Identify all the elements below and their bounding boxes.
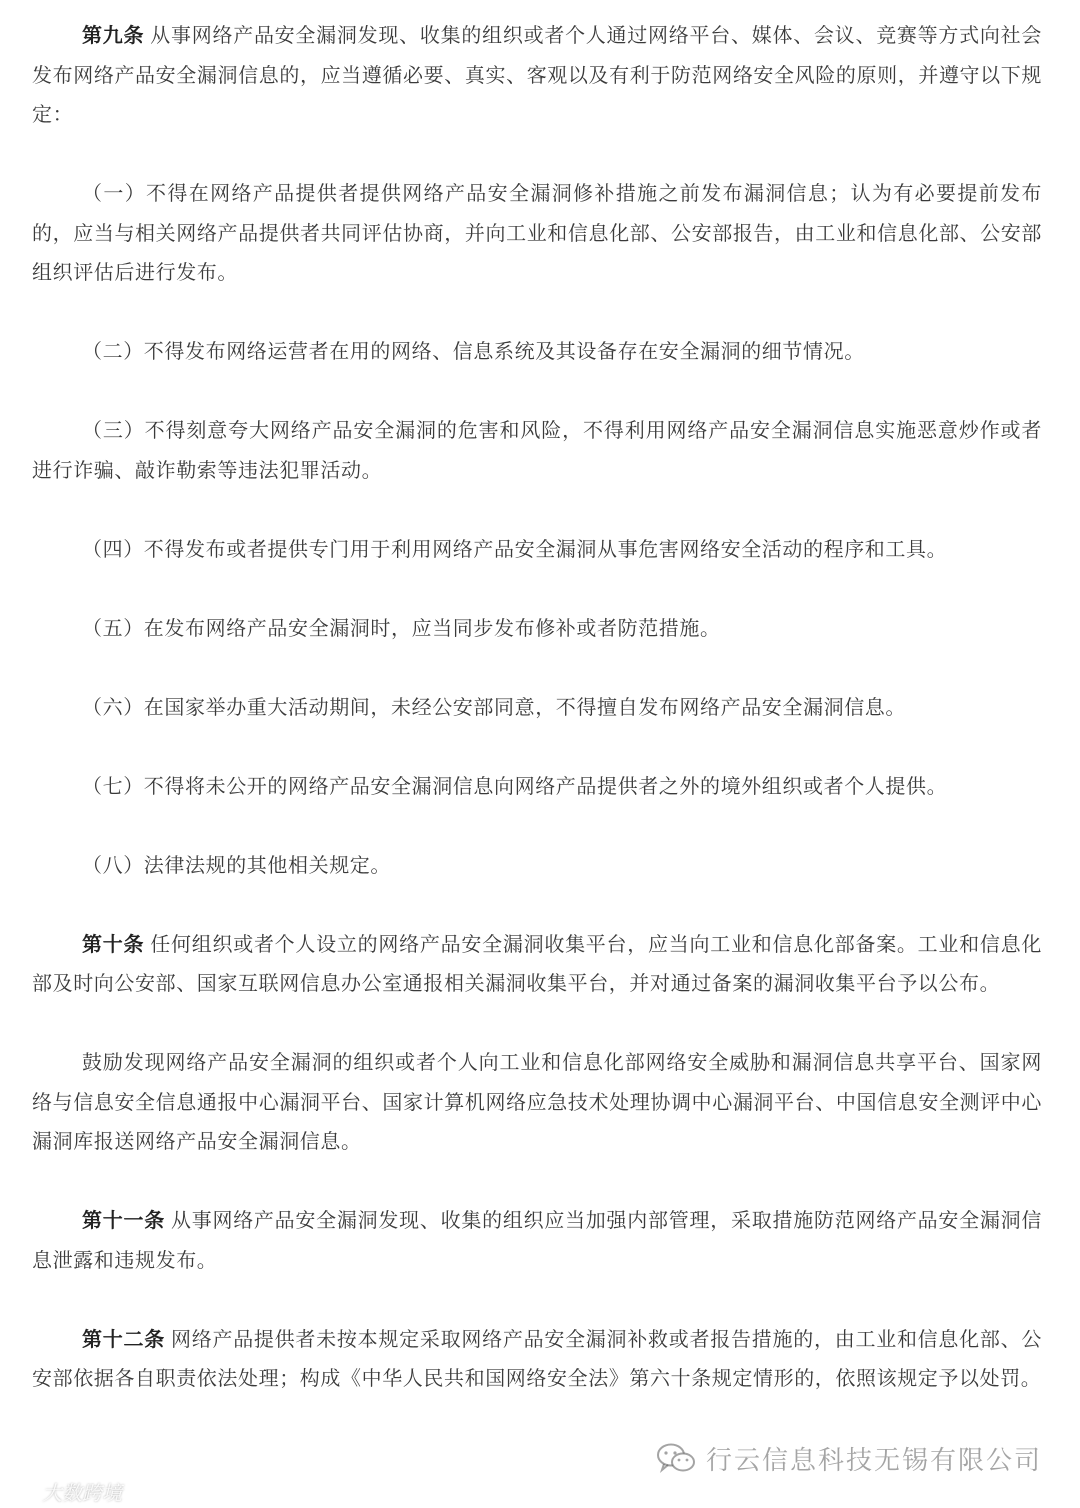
wechat-watermark xyxy=(656,1440,1042,1477)
article-10 xyxy=(32,925,1042,1004)
article-10-title: 第十条 xyxy=(82,931,145,956)
article-11-title: 第十一条 xyxy=(82,1208,165,1232)
article-10-text: 任何组织或者个人设立的网络产品安全漏洞收集平台，应当向工业和信息化部备案。工业和信息化部及时向公安部、国家互联网信息办公室通报相关漏洞收集平台，并对通过备案的漏洞收集平台予以公布。 xyxy=(32,931,1042,995)
clause-1: （一）不得在网络产品提供者提供网络产品安全漏洞修补措施之前发布漏洞信息；认为有必要提前发布的，应当与相关网络产品提供者共同评估协商，并向工业和信息化部、公安部报告，由工业和信息化部、公安部组织评估后进行发布。 xyxy=(32,181,1042,284)
brand-text: 大数跨境 xyxy=(42,1481,122,1505)
brand-mark xyxy=(2,1477,122,1506)
watermark-text: 行云信息科技无锡有限公司 xyxy=(705,1446,1042,1476)
clause-7: （七）不得将未公开的网络产品安全漏洞信息向网络产品提供者之外的境外组织或者个人提供。 xyxy=(82,773,948,798)
clause-2: （二）不得发布网络运营者在用的网络、信息系统及其设备存在安全漏洞的细节情况。 xyxy=(82,339,865,363)
wechat-icon xyxy=(656,1442,696,1476)
article-11 xyxy=(32,1201,1042,1280)
article-9-text: 从事网络产品安全漏洞发现、收集的组织或者个人通过网络平台、媒体、会议、竞赛等方式向社会发布网络产品安全漏洞信息的，应当遵循必要、真实、客观以及有利于防范网络安全风险的原则，并遵守以下规定： xyxy=(32,23,1042,126)
clause-6: （六）在国家举办重大活动期间，未经公安部同意，不得擅自发布网络产品安全漏洞信息。 xyxy=(82,694,906,719)
article-9 xyxy=(32,16,1042,135)
encourage-paragraph: 鼓励发现网络产品安全漏洞的组织或者个人向工业和信息化部网络安全威胁和漏洞信息共享平台、国家网络与信息安全信息通报中心漏洞平台、国家计算机网络应急技术处理协调中心漏洞平台、中国信息安全测评中心漏洞库报送网络产品安全漏洞信息。 xyxy=(32,1050,1042,1153)
article-12-text: 网络产品提供者未按本规定采取网络产品安全漏洞补救或者报告措施的，由工业和信息化部、公安部依据各自职责依法处理；构成《中华人民共和国网络安全法》第六十条规定情形的，依照该规定予以处罚。 xyxy=(32,1326,1042,1390)
article-12-title: 第十二条 xyxy=(82,1326,165,1351)
article-9-title: 第九条 xyxy=(82,23,145,47)
clause-4: （四）不得发布或者提供专门用于利用网络产品安全漏洞从事危害网络安全活动的程序和工具。 xyxy=(82,536,948,561)
article-body xyxy=(32,16,1042,1399)
article-12 xyxy=(32,1320,1042,1399)
clause-3: （三）不得刻意夸大网络产品安全漏洞的危害和风险，不得利用网络产品安全漏洞信息实施恶意炒作或者进行诈骗、敲诈勒索等违法犯罪活动。 xyxy=(32,418,1042,482)
clause-8: （八）法律法规的其他相关规定。 xyxy=(82,852,391,877)
brand-logo-icon xyxy=(2,1478,38,1505)
article-11-text: 从事网络产品安全漏洞发现、收集的组织应当加强内部管理，采取措施防范网络产品安全漏洞信息泄露和违规发布。 xyxy=(32,1208,1042,1272)
clause-5: （五）在发布网络产品安全漏洞时，应当同步发布修补或者防范措施。 xyxy=(82,615,721,640)
